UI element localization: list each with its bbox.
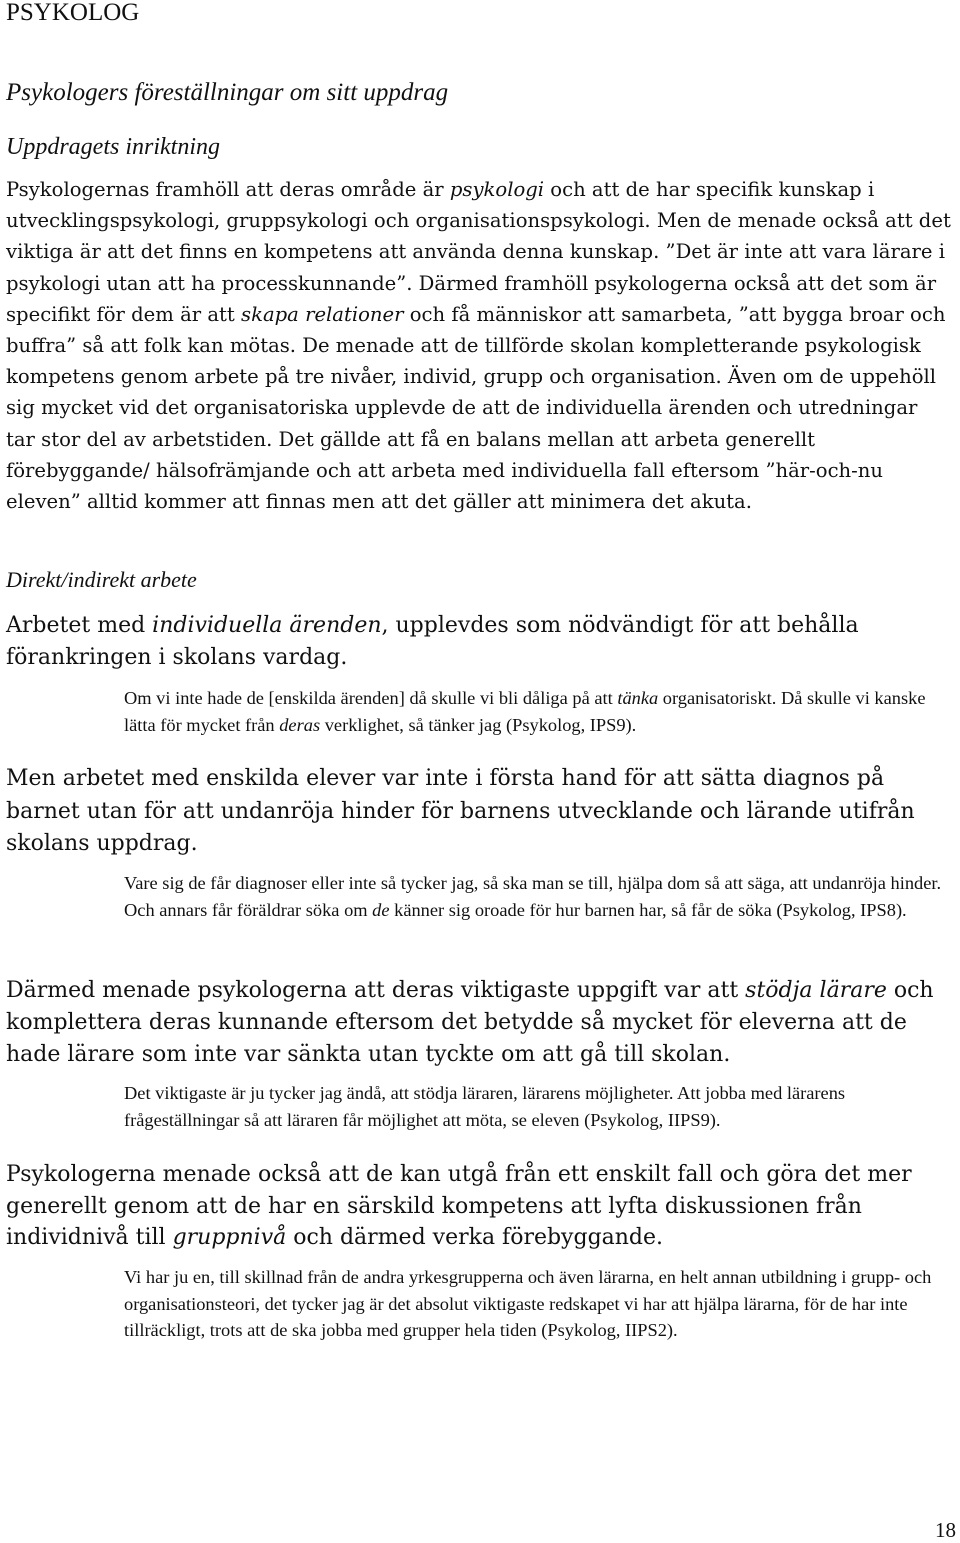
text-run: och därmed verka förebyggande. <box>286 1225 664 1250</box>
section-heading: PSYKOLOG <box>6 0 140 26</box>
quote-ips9 <box>124 685 956 738</box>
paragraph-focus <box>6 174 952 517</box>
text-run: Psykologernas framhöll att deras område är <box>6 178 450 201</box>
emphasis: de <box>372 899 390 920</box>
quote-iips9: Det viktigaste är ju tycker jag ändå, att stödja läraren, lärarens möjligheter. Att jobba med lärarens frågeställningar så att läraren får möjlighet att möta, se eleven (Psykolog, IIPS9). <box>124 1083 846 1130</box>
text-run: , upplevdes som nödvändigt för att behålla förankringen i skolans vardag. <box>6 613 859 670</box>
paragraph-diagnosis: Men arbetet med enskilda elever var inte i första hand för att sätta diagnos på barnet utan för att undanröja hinder för barnens utvecklande och lärande utifrån skolans uppdrag. <box>6 766 915 856</box>
text-run: verklighet, så tänker jag (Psykolog, IPS9). <box>320 714 637 735</box>
emphasis: tänka <box>617 688 659 708</box>
text-run: Därmed menade psykologerna att deras viktigaste uppgift var att <box>6 978 746 1003</box>
emphasis: gruppnivå <box>172 1225 287 1250</box>
emphasis: skapa relationer <box>241 302 404 326</box>
paragraph-group-level <box>6 1159 952 1254</box>
emphasis: stödja lärare <box>745 978 887 1003</box>
text-run: Psykologerna menade också att de kan utgå från ett enskilt fall och göra det mer generellt genom att de har en särskild kompetens att lyfta diskussionen från individnivå till <box>6 1162 912 1250</box>
text-run: och komplettera deras kunnande eftersom det betydde så mycket för eleverna att de hade lärare som inte var sänkta utan tyckte om att gå till skolan. <box>6 978 934 1067</box>
text-run: känner sig oroade för hur barnen har, så får de söka (Psykolog, IPS8). <box>389 899 907 920</box>
text-run: Vare sig de får diagnoser eller inte så tycker jag, så ska man se till, hjälpa dom så att säga, att undanröja hinder. Och annars får föräldrar söka om <box>124 873 942 920</box>
quote-ips8 <box>124 870 956 923</box>
text-run: och att de har specifik kunskap i utvecklingspsykologi, gruppsykologi och organisationspsykologi. Men de menade också att det viktiga är att det finns en kompetens att använda denna kunskap. ”Det är inte att vara lärare i psykologi utan att ha processkunnande”. Därmed framhöll psykologerna också att det som är specifikt för dem är att <box>6 178 951 326</box>
subheading: Psykologers föreställningar om sitt uppdrag <box>6 79 449 106</box>
text-run: Om vi inte hade de [enskilda ärenden] då skulle vi bli dåliga på att <box>124 688 618 708</box>
text-run: organisatoriskt. Då skulle vi kanske lätta för mycket från <box>124 688 926 735</box>
emphasis: individuella ärenden <box>152 613 382 638</box>
page-number: 18 <box>935 1518 956 1542</box>
text-run: Arbetet med <box>6 613 153 638</box>
subsection-heading-focus: Uppdragets inriktning <box>6 134 220 160</box>
subsection-heading-direct: Direkt/indirekt arbete <box>6 567 197 592</box>
paragraph-individual-cases <box>6 610 952 674</box>
emphasis: deras <box>279 714 321 735</box>
paragraph-support-teachers <box>6 975 952 1071</box>
text-run: och få människor att samarbeta, ”att bygga broar och buffra” så att folk kan mötas. De menade att de tillförde skolan kompletterande psykologisk kompetens genom arbete på tre nivåer, individ, grupp och organisation. Även om de uppehöll sig mycket vid det organisatoriska upplevde de att de individuella ärenden och utredningar tar stor del av arbetstiden. Det gällde att få en balans mellan att arbeta generellt förebyggande/ hälsofrämjande och att arbeta med individuella fall eftersom ”här-och-nu eleven” alltid kommer att finnas men att det gäller att minimera det akuta. <box>6 302 946 514</box>
emphasis: psykologi <box>449 178 545 201</box>
quote-iips2: Vi har ju en, till skillnad från de andra yrkesgrupperna och även lärarna, en helt annan utbildning i grupp- och organisationsteori, det tycker jag är det absolut viktigaste redskapet vi har att hjälpa lärarna, för de har inte tillräckligt, trots att de ska jobba med grupper hela tiden (Psykolog, IIPS2). <box>124 1267 932 1340</box>
